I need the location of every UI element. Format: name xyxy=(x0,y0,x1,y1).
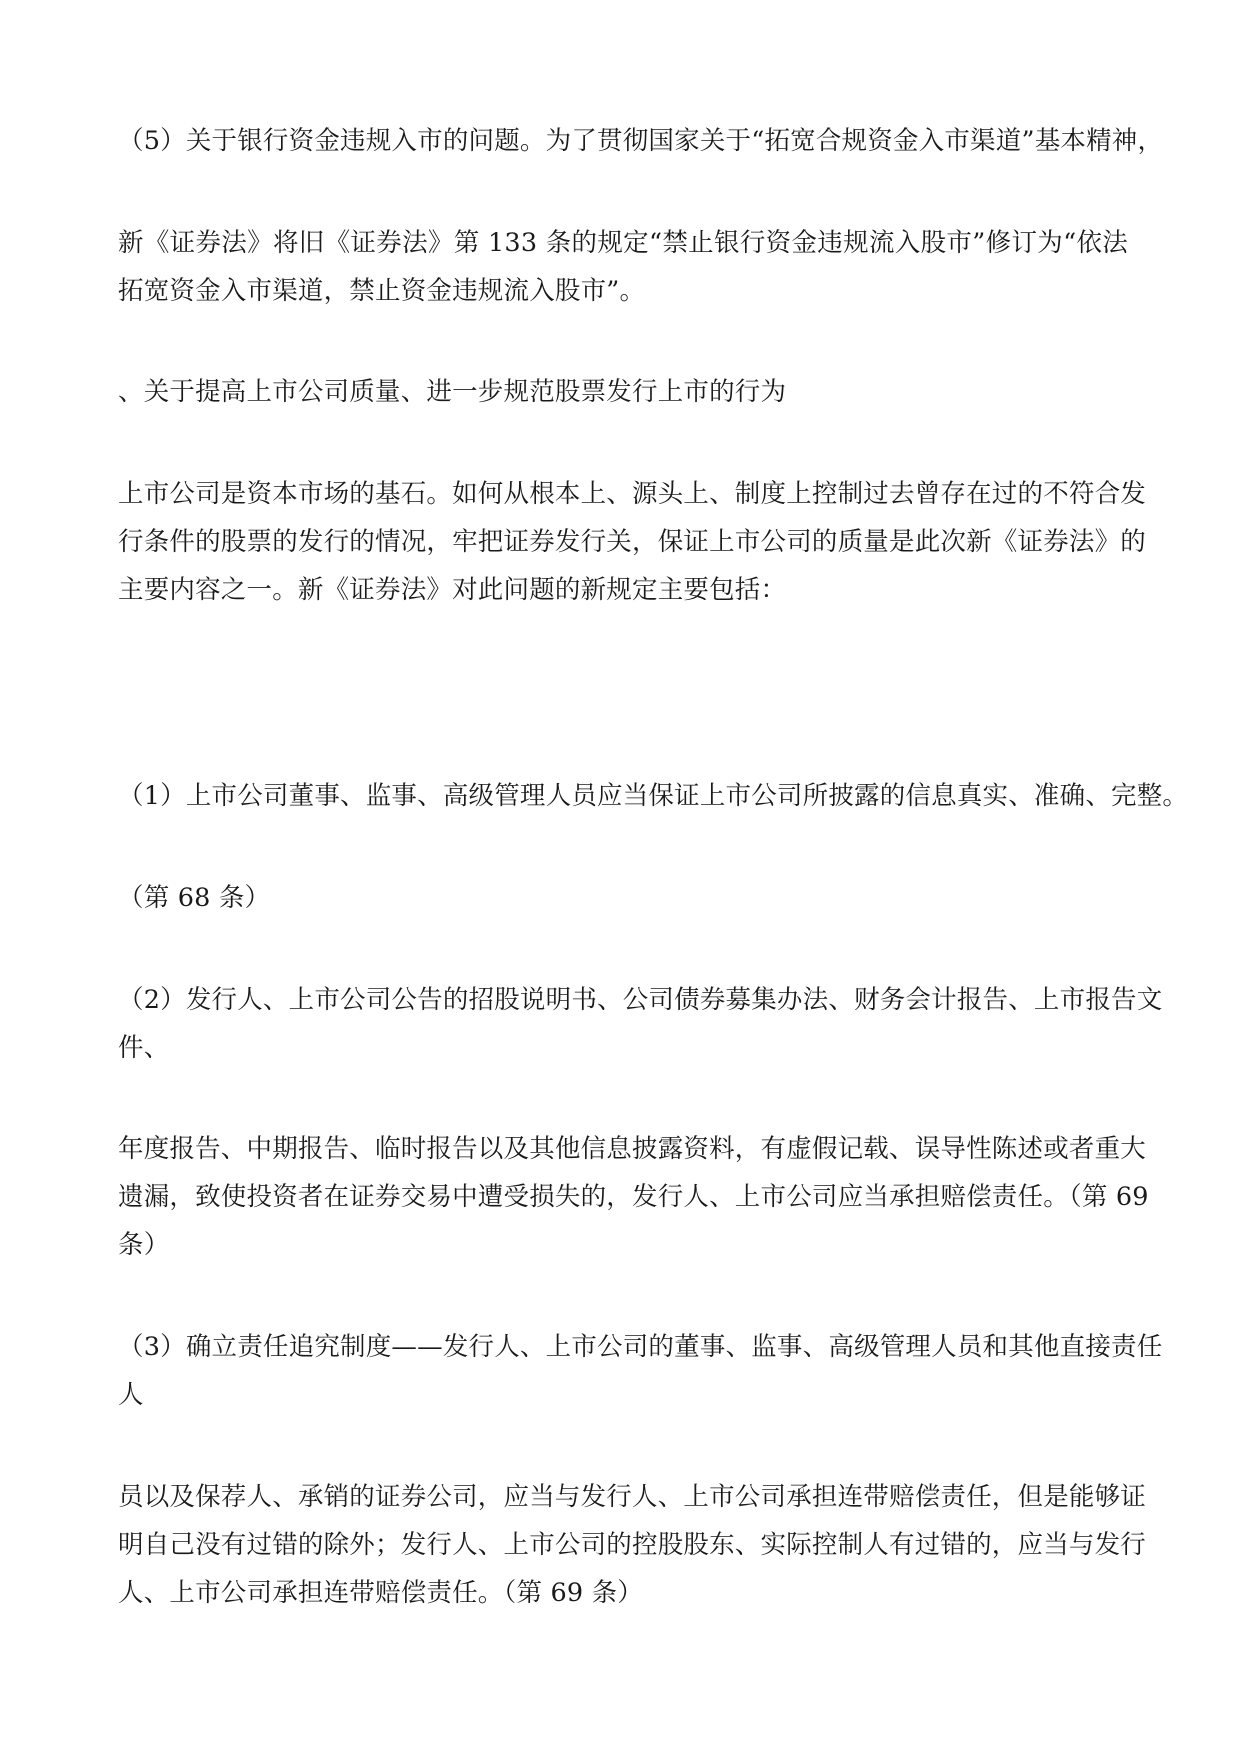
item-1-article-ref: （第 68 条） xyxy=(118,883,271,913)
item-2-cont-line-3: 条） xyxy=(118,1230,170,1260)
item-2-line-2: 件、 xyxy=(118,1033,170,1063)
paragraph-securities-law-line-2: 拓宽资金入市渠道，禁止资金违规流入股市”。 xyxy=(118,276,646,306)
section-heading: 、关于提高上市公司质量、进一步规范股票发行上市的行为 xyxy=(118,377,787,407)
paragraph-listed-companies-line-1: 上市公司是资本市场的基石。如何从根本上、源头上、制度上控制过去曾存在过的不符合发 xyxy=(118,479,1147,509)
paragraph-listed-companies-line-2: 行条件的股票的发行的情况，牢把证券发行关，保证上市公司的质量是此次新《证券法》的 xyxy=(118,527,1147,557)
item-2-cont-line-2: 遗漏，致使投资者在证券交易中遭受损失的，发行人、上市公司应当承担赔偿责任。（第 69 xyxy=(118,1182,1149,1212)
item-3-cont-line-1: 员以及保荐人、承销的证券公司，应当与发行人、上市公司承担连带赔偿责任，但是能够证 xyxy=(118,1482,1147,1512)
item-3-cont-line-3: 人、上市公司承担连带赔偿责任。（第 69 条） xyxy=(118,1578,644,1608)
item-2-line-1: （2）发行人、上市公司公告的招股说明书、公司债券募集办法、财务会计报告、上市报告文 xyxy=(118,985,1163,1015)
item-3-cont-line-2: 明自己没有过错的除外；发行人、上市公司的控股股东、实际控制人有过错的，应当与发行 xyxy=(118,1530,1147,1560)
item-3-line-2: 人 xyxy=(118,1380,144,1410)
item-2-cont-line-1: 年度报告、中期报告、临时报告以及其他信息披露资料，有虚假记载、误导性陈述或者重大 xyxy=(118,1134,1147,1164)
paragraph-bank-funds-line-1: （5）关于银行资金违规入市的问题。为了贯彻国家关于“拓宽合规资金入市渠道”基本精神， xyxy=(118,126,1164,156)
paragraph-securities-law-line-1: 新《证券法》将旧《证券法》第 133 条的规定“禁止银行资金违规流入股市”修订为“依法 xyxy=(118,228,1128,258)
paragraph-listed-companies-line-3: 主要内容之一。新《证券法》对此问题的新规定主要包括： xyxy=(118,575,787,605)
item-3-line-1: （3）确立责任追究制度——发行人、上市公司的董事、监事、高级管理人员和其他直接责任 xyxy=(118,1332,1163,1362)
item-1-line-1: （1）上市公司董事、监事、高级管理人员应当保证上市公司所披露的信息真实、准确、完整。 xyxy=(118,781,1189,811)
